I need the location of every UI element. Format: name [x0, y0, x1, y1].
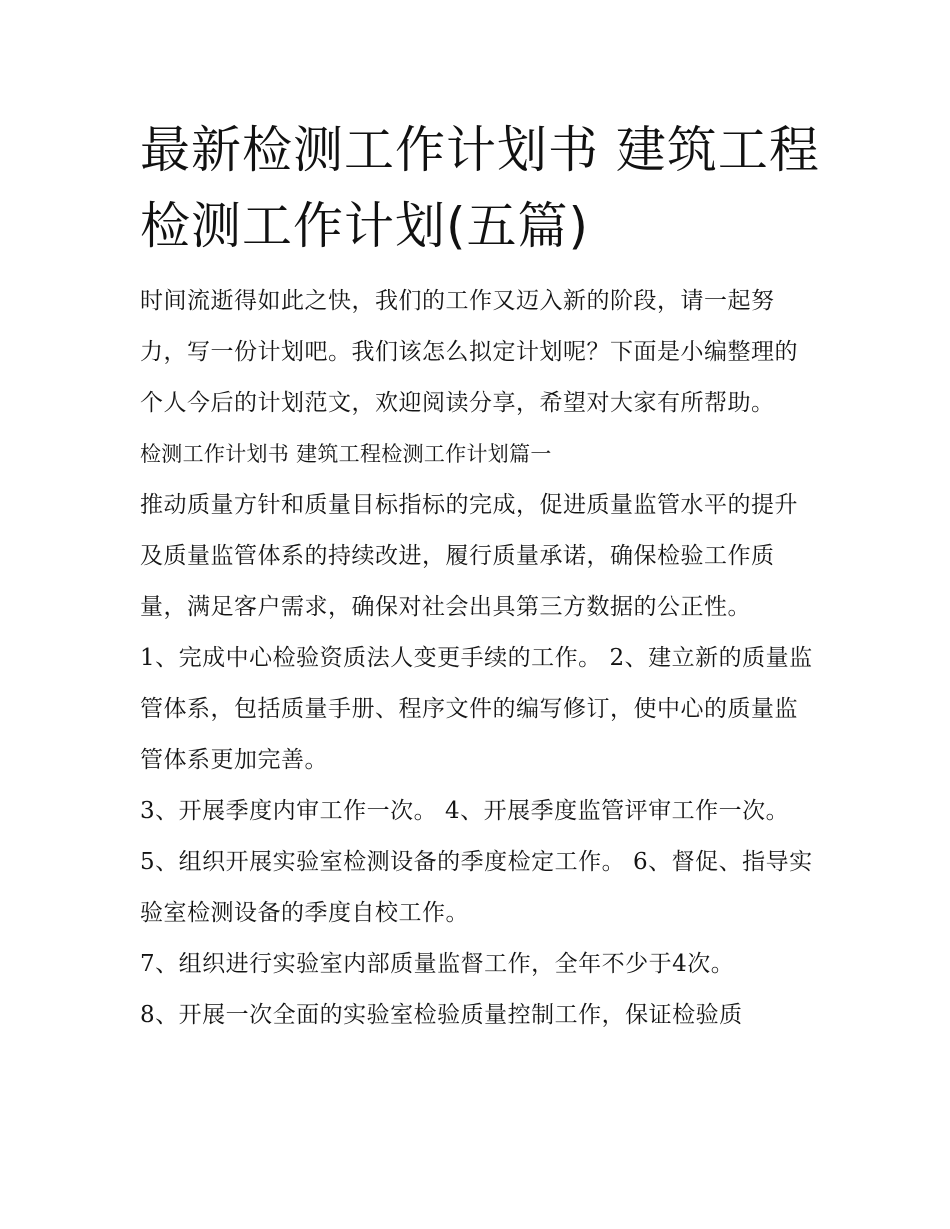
document-title: 最新检测工作计划书 建筑工程检测工作计划(五篇) — [140, 121, 820, 255]
body-paragraph-2: 1、完成中心检验资质法人变更手续的工作。 2、建立新的质量监管体系，包括质量手册、程序文件的编写修订，使中心的质量监管体系更加完善。 — [140, 645, 813, 773]
body-paragraph-4: 7、组织进行实验室内部质量监督工作，全年不少于4次。 — [140, 951, 735, 977]
section-heading: 检测工作计划书 建筑工程检测工作计划篇一 — [140, 442, 552, 466]
body-paragraph-1: 推动质量方针和质量目标指标的完成，促进质量监管水平的提升及质量监管体系的持续改进，履行质量承诺，确保检验工作质量，满足客户需求，确保对社会出具第三方数据的公正性。 — [140, 492, 798, 620]
document-body — [140, 112, 820, 1041]
body-paragraph-3: 3、开展季度内审工作一次。 4、开展季度监管评审工作一次。 5、组织开展实验室检测设备的季度检定工作。 6、督促、指导实验室检测设备的季度自校工作。 — [140, 798, 813, 926]
intro-paragraph: 时间流逝得如此之快，我们的工作又迈入新的阶段，请一起努力，写一份计划吧。我们该怎么拟定计划呢？下面是小编整理的个人今后的计划范文，欢迎阅读分享，希望对大家有所帮助。 — [140, 288, 798, 416]
body-paragraph-5: 8、开展一次全面的实验室检验质量控制工作，保证检验质 — [140, 1002, 743, 1028]
